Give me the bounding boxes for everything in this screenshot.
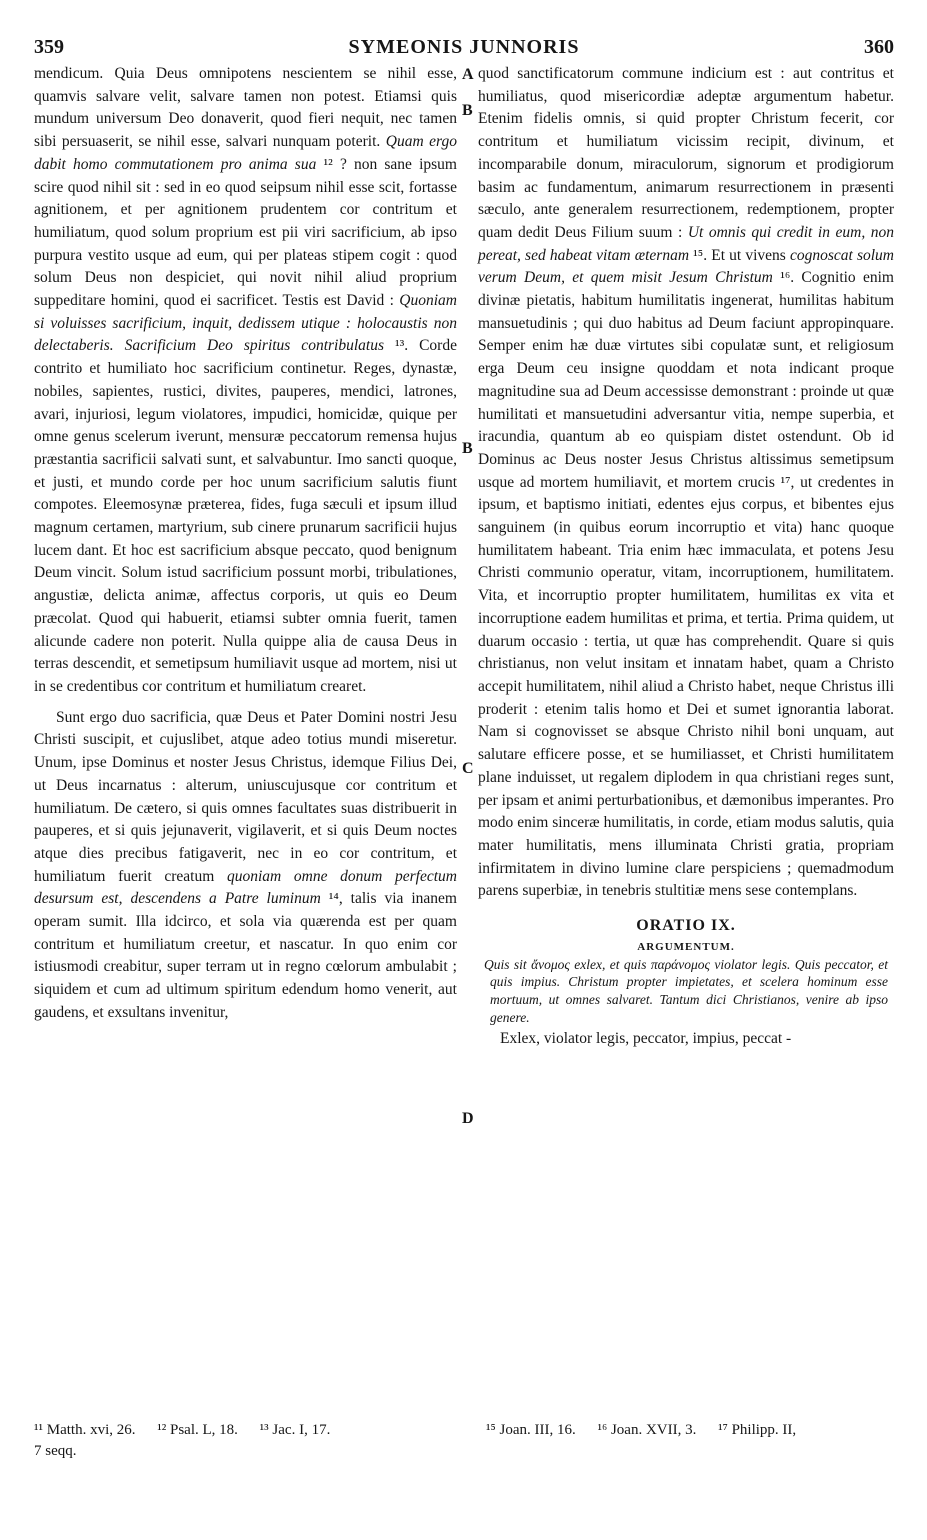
footnote-continuation: 7 seqq. xyxy=(34,1443,77,1459)
footnote: ¹³ Jac. I, 17. xyxy=(259,1422,331,1438)
footnote: ¹⁷ Philipp. II, xyxy=(718,1422,797,1438)
margin-letter-a: A xyxy=(462,66,474,83)
argument-text: Quis sit ἄνομος exlex, et quis παράνομος violator legis. Quis peccator, et quis impius. Christum propter impietates, et scelera hominum esse mortuum, ut omnes salvaret. Tantum dici Christianos, venire ab ipso genere. xyxy=(484,956,888,1025)
margin-letter-c: C xyxy=(462,760,474,777)
footnote: ¹² Psal. L, 18. xyxy=(157,1422,238,1438)
footnotes-right xyxy=(486,1420,896,1441)
footnote: ¹¹ Matth. xvi, 26. xyxy=(34,1422,136,1438)
scripture-quote: quoniam omne donum perfectum desursum est, descendens a Patre luminum xyxy=(34,867,458,908)
scripture-quote: Quoniam si voluisses sacrificium, inquit, dedissem utique : holocaustis non delectaberis. Sacrificium Deo spiritus contribulatus xyxy=(34,292,457,355)
right-column xyxy=(478,63,894,1051)
page-number-right: 360 xyxy=(864,36,894,58)
scripture-quote: Quam ergo dabit homo commutationem pro anima sua xyxy=(34,133,457,173)
argumentum-label: ARGUMENTUM. xyxy=(637,940,735,953)
right-paragraph-1: quod sanctificatorum commune indicium est : aut contritus et humiliatus, quod misericordiæ adeptæ argumentum habetur. Etenim fidelis omnis, si quid propter Christum fecerit, cor contritum et humiliatum vicissim recipit, divinum, et incomparabile donum, miraculorum, signorum et prodigiorum basim ac fundamentum, animarum resurrectionem in præsenti sæculo, ante generalem resurrectionem, redemptionem, propter quam dedit Deus Filium suum : Ut omnis qui credit in eum, non pereat, sed habeat vitam æternam ¹⁵. Et ut vivens cognoscat solum verum Deum, et quem misit Jesum Christum ¹⁶. Cognitio enim divinæ pietatis, habitum humilitatis ingenerat, humilitas habitum mansuetudinis ; qui duo habitus ad Deum faciunt appropinquare. Semper enim hæ duæ virtutes sibi copulatæ sunt, et religiosum erga Deum ceu insigne quoddam et nota indicant proque magnitudine sua ad Deum accessisse demonstrant : proinde ut quæ humilitati et mansuetudini adversantur vitia, nempe superbia, et iracundia, quantum ab eo quispiam distet ostendunt. Ob id Dominus ac Deus noster Jesus Christus altissimus semetipsum usque ad mortem humiliavit, et mortem crucis ¹⁷, ut credentes in ipsum, et baptismo initiati, edentes ejus corpus, et bibentes ejus sanguinem (in quibus eorum incorruptio et vita) hanc quoque humilitatem habeant. Tria enim hæc immaculata, et potens Jesu Christi communio operatur, vitam, incorruptionem, humilitatem. Vita, et incorruptio propter humilitatem, humilitas ex vita et incorruptione eadem humilitas et prima, et tertia. Prima quidem, ut duarum occasio : tertia, ut quæ has comprehendit. Quare si quis christianus, non velut insitam et innatam habet, quam a Christo accepit humilitatem, nihil aliud a Christo habet, neque Christus illi proderit : etenim talis homo et Dei et sumet ignorantia laborat. Nam si cognovisset se absque Christo nihil boni unquam, aut salutare efficere posse, et se humiliasset, et Christi humilitatem plane induisset, ut regalem diplodem in qua christiani reges sunt, per ipsam et animi perturbationibus, et dæmonibus imperantes. Pro modo enim sinceræ humilitatis, in corde, etiam modus salutis, quia mater humilitatis, mens illuminata Christi gratia, propriam infirmitatem in divino lumine clare perspiciens ; quemadmodum parens superbiæ, in tenebris stultitiæ mens sese contemplans. xyxy=(478,65,895,900)
margin-letter-b-upper: B xyxy=(462,102,473,119)
footnote: ¹⁶ Joan. XVII, 3. xyxy=(597,1422,697,1438)
page-title: SYMEONIS JUNNORIS xyxy=(348,36,580,58)
margin-letter-d: D xyxy=(462,1110,474,1127)
scripture-quote: Ut omnis qui credit in eum, non pereat, sed habeat vitam æternam xyxy=(478,223,895,264)
left-column xyxy=(34,63,457,1025)
oratio-opening-line: Exlex, violator legis, peccator, impius, peccat - xyxy=(500,1030,792,1048)
left-paragraph-2: Sunt ergo duo sacrificia, quæ Deus et Pater Domini nostri Jesu Christi suscipit, et cujuslibet, atque adeo totius mundi miseretur. Unum, ipse Dominus et noster Jesus Christus, idemque Filius Dei, ut Deus incarnatus : alterum, uniuscujusque cor contritum et humiliatum. De cætero, si quis omnes facultates suas distribuerit in pauperes, et si quis jejunaverit, vigilaverit, et si quis Deum noctes atque dies precibus fatigaverit, nec in eo cor contritum, et humiliatum fuerit creatum quoniam omne donum perfectum desursum est, descendens a Patre luminum ¹⁴, talis via inanem operam sumit. Illa idcirco, et sola via quærenda est per quam contritum et humiliatum creetur, et nascatur. In quo enim cor istiusmodi creabitur, super terram ut in regno cœlorum ambulabit ; siquidem et cum ad ultimum spiritum edendum homo venerit, aut gaudens, et exsultans invenitur, xyxy=(34,708,458,1021)
margin-letter-b: B xyxy=(462,440,473,457)
footnote: ¹⁵ Joan. III, 16. xyxy=(486,1422,576,1438)
scripture-quote: cognoscat solum verum Deum, et quem misit Jesum Christum xyxy=(478,246,894,287)
footnotes-left xyxy=(34,1420,464,1462)
left-paragraph-1: mendicum. Quia Deus omnipotens nescientem se nihil esse, quamvis salvare velit, salvare tamen non potest. Etiamsi quis mundum universum Deo donaverit, quod fieri nequit, nec tamen sibi persuaserit, se nihil esse, salvari nunquam poterit. Quam ergo dabit homo commutationem pro anima sua ¹² ? non sane ipsum scire quod nihil sit : sed in eo quod seipsum nihil esse scit, fortasse agnitionem, et per agnitionem prudentem cor contritum et humiliatum, quod solum proprium est pii viri sacrificium, ab ipso purpura vestito usque ad eum, qui per plateas stipem cogit : quod solum Deus non despiciet, qui novit nihil aliud proprium suppeditare homini, quod ei sacrificet. Testis est David : Quoniam si voluisses sacrificium, inquit, dedissem utique : holocaustis non delectaberis. Sacrificium Deo spiritus contribulatus ¹³. Corde contrito et humiliato hoc sacrificium continetur. Reges, dynastæ, nobiles, sapientes, rustici, divites, pauperes, mendici, latrones, avari, injuriosi, legum violatores, impudici, homicidæ, quique per omne genus scelerum iverunt, mensuræ peccatorum remensa hujus præstantia sacrificii salvati sunt, et salvabuntur. Imo sancti quoque, et justi, et mundo corde per hoc unum sacrificium salutis fiunt compotes. Eleemosynæ præterea, fides, fuga sæculi et ipsum illud magnum certamen, martyrium, sub cinere prunarum sacrificii hujus lucem dant. Et hoc est sacrificium absque peccato, quod benignum Deum vincit. Solum istud sacrificium possunt morbi, tribulationes, angustiæ, delicta animæ, affectus corporis, ut quis eo Deum præcolat. Quod qui habuerit, etiamsi subter omnia fuerit, tamen alicunde cadere non poterit. Nulla quippe alia de causa Deus in terras descendit, et semetipsum humiliavit usque ad mortem, nisi ut in se credentibus cor contritum et humiliatum crearet. xyxy=(34,65,457,695)
running-head xyxy=(34,36,894,62)
oratio-title: ORATIO IX. xyxy=(636,917,736,935)
page-number-left: 359 xyxy=(34,36,64,58)
